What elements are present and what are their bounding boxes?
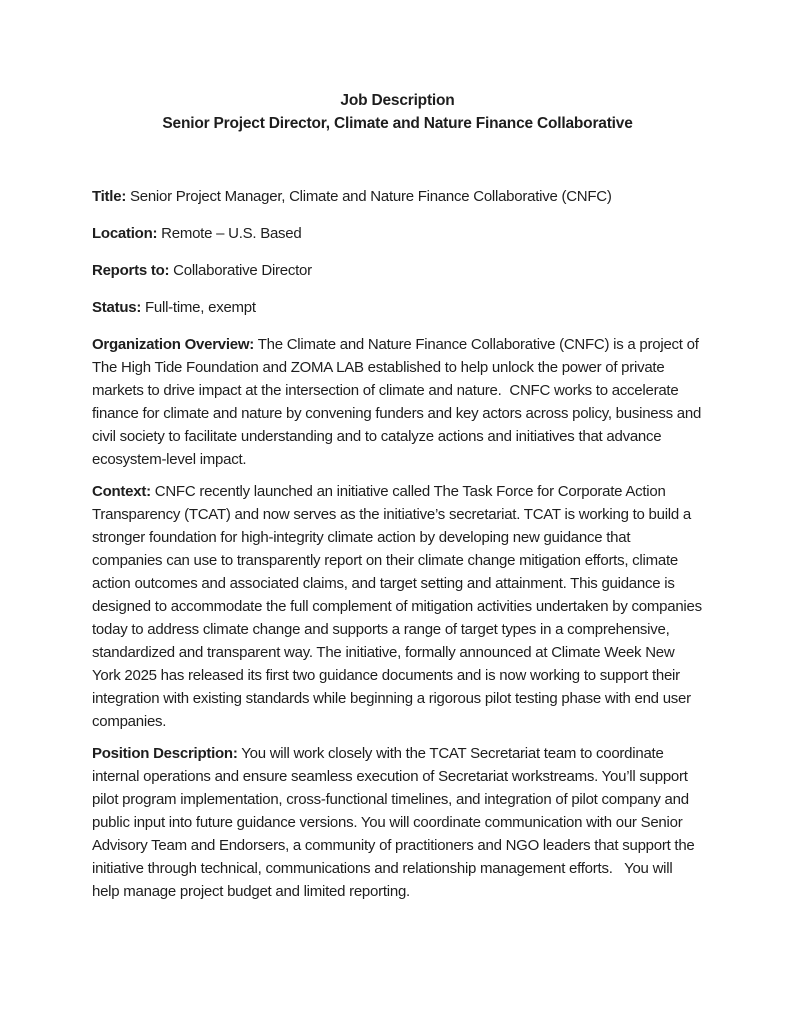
meta-value-location: Remote – U.S. Based bbox=[157, 225, 302, 242]
meta-value-title: Senior Project Manager, Climate and Nature Finance Collaborative (CNFC) bbox=[126, 188, 612, 205]
section-label-organization-overview: Organization Overview: bbox=[92, 336, 255, 353]
meta-value-reports-to: Collaborative Director bbox=[169, 262, 312, 279]
meta-field-location bbox=[92, 222, 703, 245]
meta-label-title: Title: bbox=[92, 188, 127, 205]
job-meta-section bbox=[92, 185, 703, 319]
section-position-description bbox=[92, 742, 703, 903]
section-text-organization-overview: The Climate and Nature Finance Collaborative (CNFC) is a project of The High Tide Foundation and ZOMA LAB established to help unlock the power of private markets to drive impact at the intersection of climate and nature. CNFC works to accelerate finance for climate and nature by convening funders and key actors across policy, business and civil society to facilitate understanding and to catalyze actions and initiatives that advance ecosystem-level impact. bbox=[92, 336, 705, 468]
meta-field-reports-to bbox=[92, 259, 703, 282]
document-title: Job Description bbox=[340, 92, 455, 109]
meta-field-status bbox=[92, 296, 703, 319]
meta-label-status: Status: bbox=[92, 299, 142, 316]
document-subtitle: Senior Project Director, Climate and Nature Finance Collaborative bbox=[162, 115, 633, 132]
section-label-position-description: Position Description: bbox=[92, 745, 238, 762]
meta-label-location: Location: bbox=[92, 225, 158, 242]
meta-value-status: Full-time, exempt bbox=[141, 299, 256, 316]
document-body bbox=[92, 333, 706, 903]
section-organization-overview bbox=[92, 333, 703, 471]
document-header bbox=[92, 89, 703, 135]
meta-field-title bbox=[92, 185, 703, 208]
section-text-position-description: You will work closely with the TCAT Secretariat team to coordinate internal operations and ensure seamless execution of Secretariat workstreams. You’ll support pilot program implementation, cross-functional timelines, and integration of pilot company and public input into future guidance versions. You will coordinate communication with our Senior Advisory Team and Endorsers, a community of practitioners and NGO leaders that support the initiative through technical, communications and relationship management efforts. You will help manage project budget and limited reporting. bbox=[92, 745, 699, 900]
section-text-context: CNFC recently launched an initiative called The Task Force for Corporate Action Transparency (TCAT) and now serves as the initiative’s secretariat. TCAT is working to build a stronger foundation for high-integrity climate action by developing new guidance that companies can use to transparently report on their climate change mitigation efforts, climate action outcomes and associated claims, and target setting and attainment. This guidance is designed to accommodate the full complement of mitigation activities undertaken by companies today to address climate change and supports a range of target types in a comprehensive, standardized and transparent way. The initiative, formally announced at Climate Week New York 2025 has released its first two guidance documents and is now working to support their integration with existing standards while beginning a rigorous pilot testing phase with end user companies. bbox=[92, 483, 706, 730]
meta-label-reports-to: Reports to: bbox=[92, 262, 170, 279]
section-label-context: Context: bbox=[92, 483, 151, 500]
section-context bbox=[92, 480, 706, 733]
